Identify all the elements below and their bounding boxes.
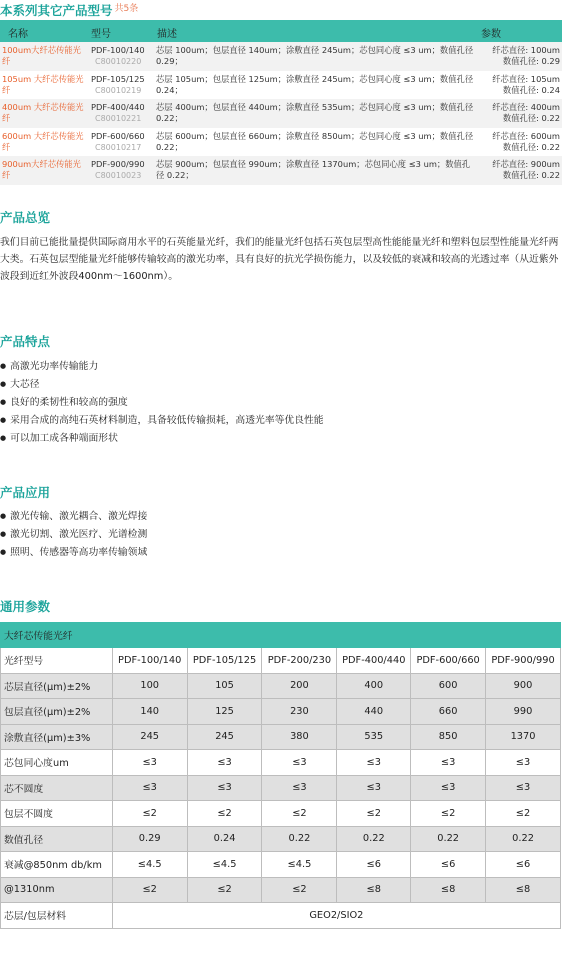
product-desc: 芯层 400um；包层直径 440um；涂敷直径 535um；芯包同心度 ≤3 um；数值孔径 0.22；	[156, 102, 474, 123]
application-item: ● 激光切割、激光医疗、光谱检测	[0, 525, 147, 543]
param-na: 数值孔径: 0.24	[502, 84, 560, 95]
params-cell: ≤4.5	[112, 852, 187, 878]
params-cell: 440	[337, 699, 411, 725]
applications-list	[0, 507, 147, 561]
product-desc: 芯层 900um；包层直径 990um；涂敷直径 1370um；芯包同心度 ≤3 um；数值孔径 0.22；	[156, 159, 471, 180]
params-cell: ≤8	[411, 877, 486, 903]
params-row	[1, 699, 561, 725]
product-name-link[interactable]: 105um 大纤芯传能光纤	[2, 73, 84, 95]
params-cell: ≤6	[486, 852, 561, 878]
params-cell: 0.22	[411, 826, 486, 852]
params-cell: 850	[411, 724, 486, 750]
params-cell: ≤3	[337, 775, 411, 801]
params-cell: ≤3	[337, 750, 411, 776]
params-cell: 600	[411, 673, 486, 699]
params-row-label: 芯不圆度	[1, 775, 113, 801]
applications-title: 产品应用	[0, 485, 51, 500]
application-item: ● 激光传输、激光耦合、激光焊接	[0, 507, 147, 525]
param-na: 数值孔径: 0.22	[502, 170, 560, 180]
product-param	[480, 74, 560, 96]
params-cell: 380	[262, 724, 337, 750]
params-row-material	[1, 903, 561, 929]
product-table-header	[0, 20, 562, 42]
product-rows	[0, 42, 562, 185]
params-row	[1, 775, 561, 801]
params-cell: 400	[337, 673, 411, 699]
params-table	[0, 622, 561, 929]
params-row-label: 芯包同心度um	[1, 750, 113, 776]
params-row-label: 数值孔径	[1, 826, 113, 852]
param-na: 数值孔径: 0.22	[502, 141, 560, 152]
params-cell: PDF-400/440	[337, 648, 411, 674]
product-model-text: PDF-100/140	[91, 45, 145, 55]
params-cell: ≤3	[486, 775, 561, 801]
series-title-text: 本系列其它产品型号	[0, 3, 113, 18]
params-cell: ≤3	[411, 750, 486, 776]
params-cell: ≤3	[187, 750, 262, 776]
product-param	[480, 102, 560, 124]
params-cell: ≤2	[187, 801, 262, 827]
product-table	[0, 20, 562, 185]
product-param	[480, 159, 560, 181]
product-param	[480, 131, 560, 153]
params-cell: 660	[411, 699, 486, 725]
param-na: 数值孔径: 0.22	[502, 113, 560, 123]
overview-title: 产品总览	[0, 210, 51, 225]
material-value: GEO2/SIO2	[112, 903, 560, 929]
params-cell: 100	[112, 673, 187, 699]
feature-item: ● 良好的柔韧性和较高的强度	[0, 393, 324, 411]
param-core: 纤芯直径: 900um	[492, 159, 560, 169]
series-title	[0, 1, 138, 19]
params-cell: 900	[486, 673, 561, 699]
params-row-label: 包层直径(μm)±2%	[1, 699, 113, 725]
param-core: 纤芯直径: 600um	[492, 130, 560, 141]
params-cell: 535	[337, 724, 411, 750]
params-cell: ≤4.5	[187, 852, 262, 878]
product-code: C80010023	[95, 171, 142, 180]
params-cell: ≤3	[187, 775, 262, 801]
params-row-label: 涂敷直径(μm)±3%	[1, 724, 113, 750]
header-desc: 描述	[157, 29, 177, 40]
params-cell: ≤3	[262, 775, 337, 801]
param-core: 纤芯直径: 400um	[492, 102, 560, 112]
product-desc: 芯层 600um；包层直径 660um；涂敷直径 850um；芯包同心度 ≤3 um；数值孔径 0.22；	[156, 130, 474, 152]
series-count: 共5条	[114, 4, 139, 14]
params-cell: 0.22	[337, 826, 411, 852]
header-model: 型号	[91, 29, 111, 40]
params-row	[1, 673, 561, 699]
params-cell: ≤2	[486, 801, 561, 827]
params-cell: ≤2	[262, 877, 337, 903]
product-code: C80010219	[95, 85, 142, 95]
params-row	[1, 852, 561, 878]
params-row	[1, 877, 561, 903]
overview-text: 我们目前已能批量提供国际商用水平的石英能量光纤，我们的能量光纤包括石英包层型高性能能量光纤和塑料包层型性能量光纤两大类。石英包层型能量光纤能够传输较高的激光功率，具有良好的抗光学损伤能力，以及较低的衰减和较高的光透过率（从近紫外波段到近红外波段400nm～1600nm）。	[0, 237, 559, 282]
features-title: 产品特点	[0, 334, 51, 349]
params-row	[1, 648, 561, 674]
product-model-text: PDF-600/660	[91, 130, 145, 141]
params-cell: ≤6	[337, 852, 411, 878]
params-cell: ≤8	[486, 877, 561, 903]
product-desc: 芯层 105um；包层直径 125um；涂敷直径 245um；芯包同心度 ≤3 um；数值孔径 0.24；	[156, 73, 474, 95]
params-cell: ≤3	[112, 750, 187, 776]
param-core: 纤芯直径: 100um	[492, 45, 560, 55]
params-cell: 0.29	[112, 826, 187, 852]
product-row[interactable]	[0, 156, 562, 185]
param-na: 数值孔径: 0.29	[502, 56, 560, 66]
product-desc: 芯层 100um；包层直径 140um；涂敷直径 245um；芯包同心度 ≤3 um；数值孔径 0.29；	[156, 45, 474, 66]
product-row[interactable]	[0, 71, 562, 100]
product-code: C80010220	[95, 57, 142, 66]
feature-item: ● 可以加工成各种端面形状	[0, 429, 324, 447]
params-row	[1, 801, 561, 827]
feature-item: ● 采用合成的高纯石英材料制造，具备较低传输损耗，高透光率等优良性能	[0, 411, 324, 429]
params-cell: PDF-100/140	[112, 648, 187, 674]
params-cell: ≤2	[337, 801, 411, 827]
params-cell: 200	[262, 673, 337, 699]
params-cell: 230	[262, 699, 337, 725]
params-cell: 105	[187, 673, 262, 699]
product-row[interactable]	[0, 42, 562, 71]
product-model	[91, 45, 153, 67]
product-row[interactable]	[0, 128, 562, 157]
params-cell: ≤2	[187, 877, 262, 903]
product-param	[480, 45, 560, 67]
params-cell: ≤8	[337, 877, 411, 903]
product-name-link[interactable]: 900um大纤芯传能光纤	[2, 159, 81, 180]
product-model	[91, 131, 153, 153]
header-param: 参数	[481, 29, 501, 40]
param-core: 纤芯直径: 105um	[492, 73, 560, 84]
params-cell: 1370	[486, 724, 561, 750]
product-model-text: PDF-400/440	[91, 102, 145, 112]
params-row-label: @1310nm	[1, 877, 113, 903]
product-model-text: PDF-105/125	[91, 73, 145, 84]
params-row-label: 包层不圆度	[1, 801, 113, 827]
feature-item: ● 高激光功率传输能力	[0, 357, 324, 375]
product-model-text: PDF-900/990	[91, 159, 145, 169]
product-model	[91, 102, 153, 124]
product-model	[91, 159, 153, 181]
application-item: ● 照明、传感器等高功率传输领域	[0, 543, 147, 561]
header-name: 名称	[8, 29, 28, 40]
params-cell: ≤3	[262, 750, 337, 776]
params-row-label: 芯层直径(μm)±2%	[1, 673, 113, 699]
product-code: C80010221	[95, 114, 142, 123]
params-cell: ≤3	[486, 750, 561, 776]
params-cell: ≤2	[112, 801, 187, 827]
params-row	[1, 750, 561, 776]
material-label: 芯层/包层材料	[1, 903, 113, 929]
params-title: 通用参数	[0, 599, 51, 614]
params-cell: 990	[486, 699, 561, 725]
params-cell: ≤2	[112, 877, 187, 903]
params-cell: 0.22	[486, 826, 561, 852]
params-cell: PDF-600/660	[411, 648, 486, 674]
params-cell: ≤4.5	[262, 852, 337, 878]
params-cell: 125	[187, 699, 262, 725]
params-cell: ≤2	[262, 801, 337, 827]
params-cell: 0.22	[262, 826, 337, 852]
product-name-link[interactable]: 400um 大纤芯传能光纤	[2, 102, 84, 123]
params-cell: ≤2	[411, 801, 486, 827]
params-cell: PDF-200/230	[262, 648, 337, 674]
features-list	[0, 357, 324, 447]
product-code: C80010217	[95, 142, 142, 152]
params-row	[1, 724, 561, 750]
params-cell: ≤3	[112, 775, 187, 801]
params-cell: 0.24	[187, 826, 262, 852]
params-cell: 245	[112, 724, 187, 750]
product-model	[91, 74, 153, 96]
params-row-label: 光纤型号	[1, 648, 113, 674]
product-row[interactable]	[0, 99, 562, 128]
params-cell: ≤3	[411, 775, 486, 801]
params-cell: 245	[187, 724, 262, 750]
params-row-label: 衰减@850nm db/km	[1, 852, 113, 878]
params-table-title: 大纤芯传能光纤	[1, 623, 561, 648]
params-cell: PDF-105/125	[187, 648, 262, 674]
params-cell: 140	[112, 699, 187, 725]
params-cell: ≤6	[411, 852, 486, 878]
params-cell: PDF-900/990	[486, 648, 561, 674]
product-name-link[interactable]: 100um大纤芯传能光纤	[2, 45, 81, 66]
params-row	[1, 826, 561, 852]
feature-item: ● 大芯径	[0, 375, 324, 393]
product-name-link[interactable]: 600um 大纤芯传能光纤	[2, 130, 84, 152]
